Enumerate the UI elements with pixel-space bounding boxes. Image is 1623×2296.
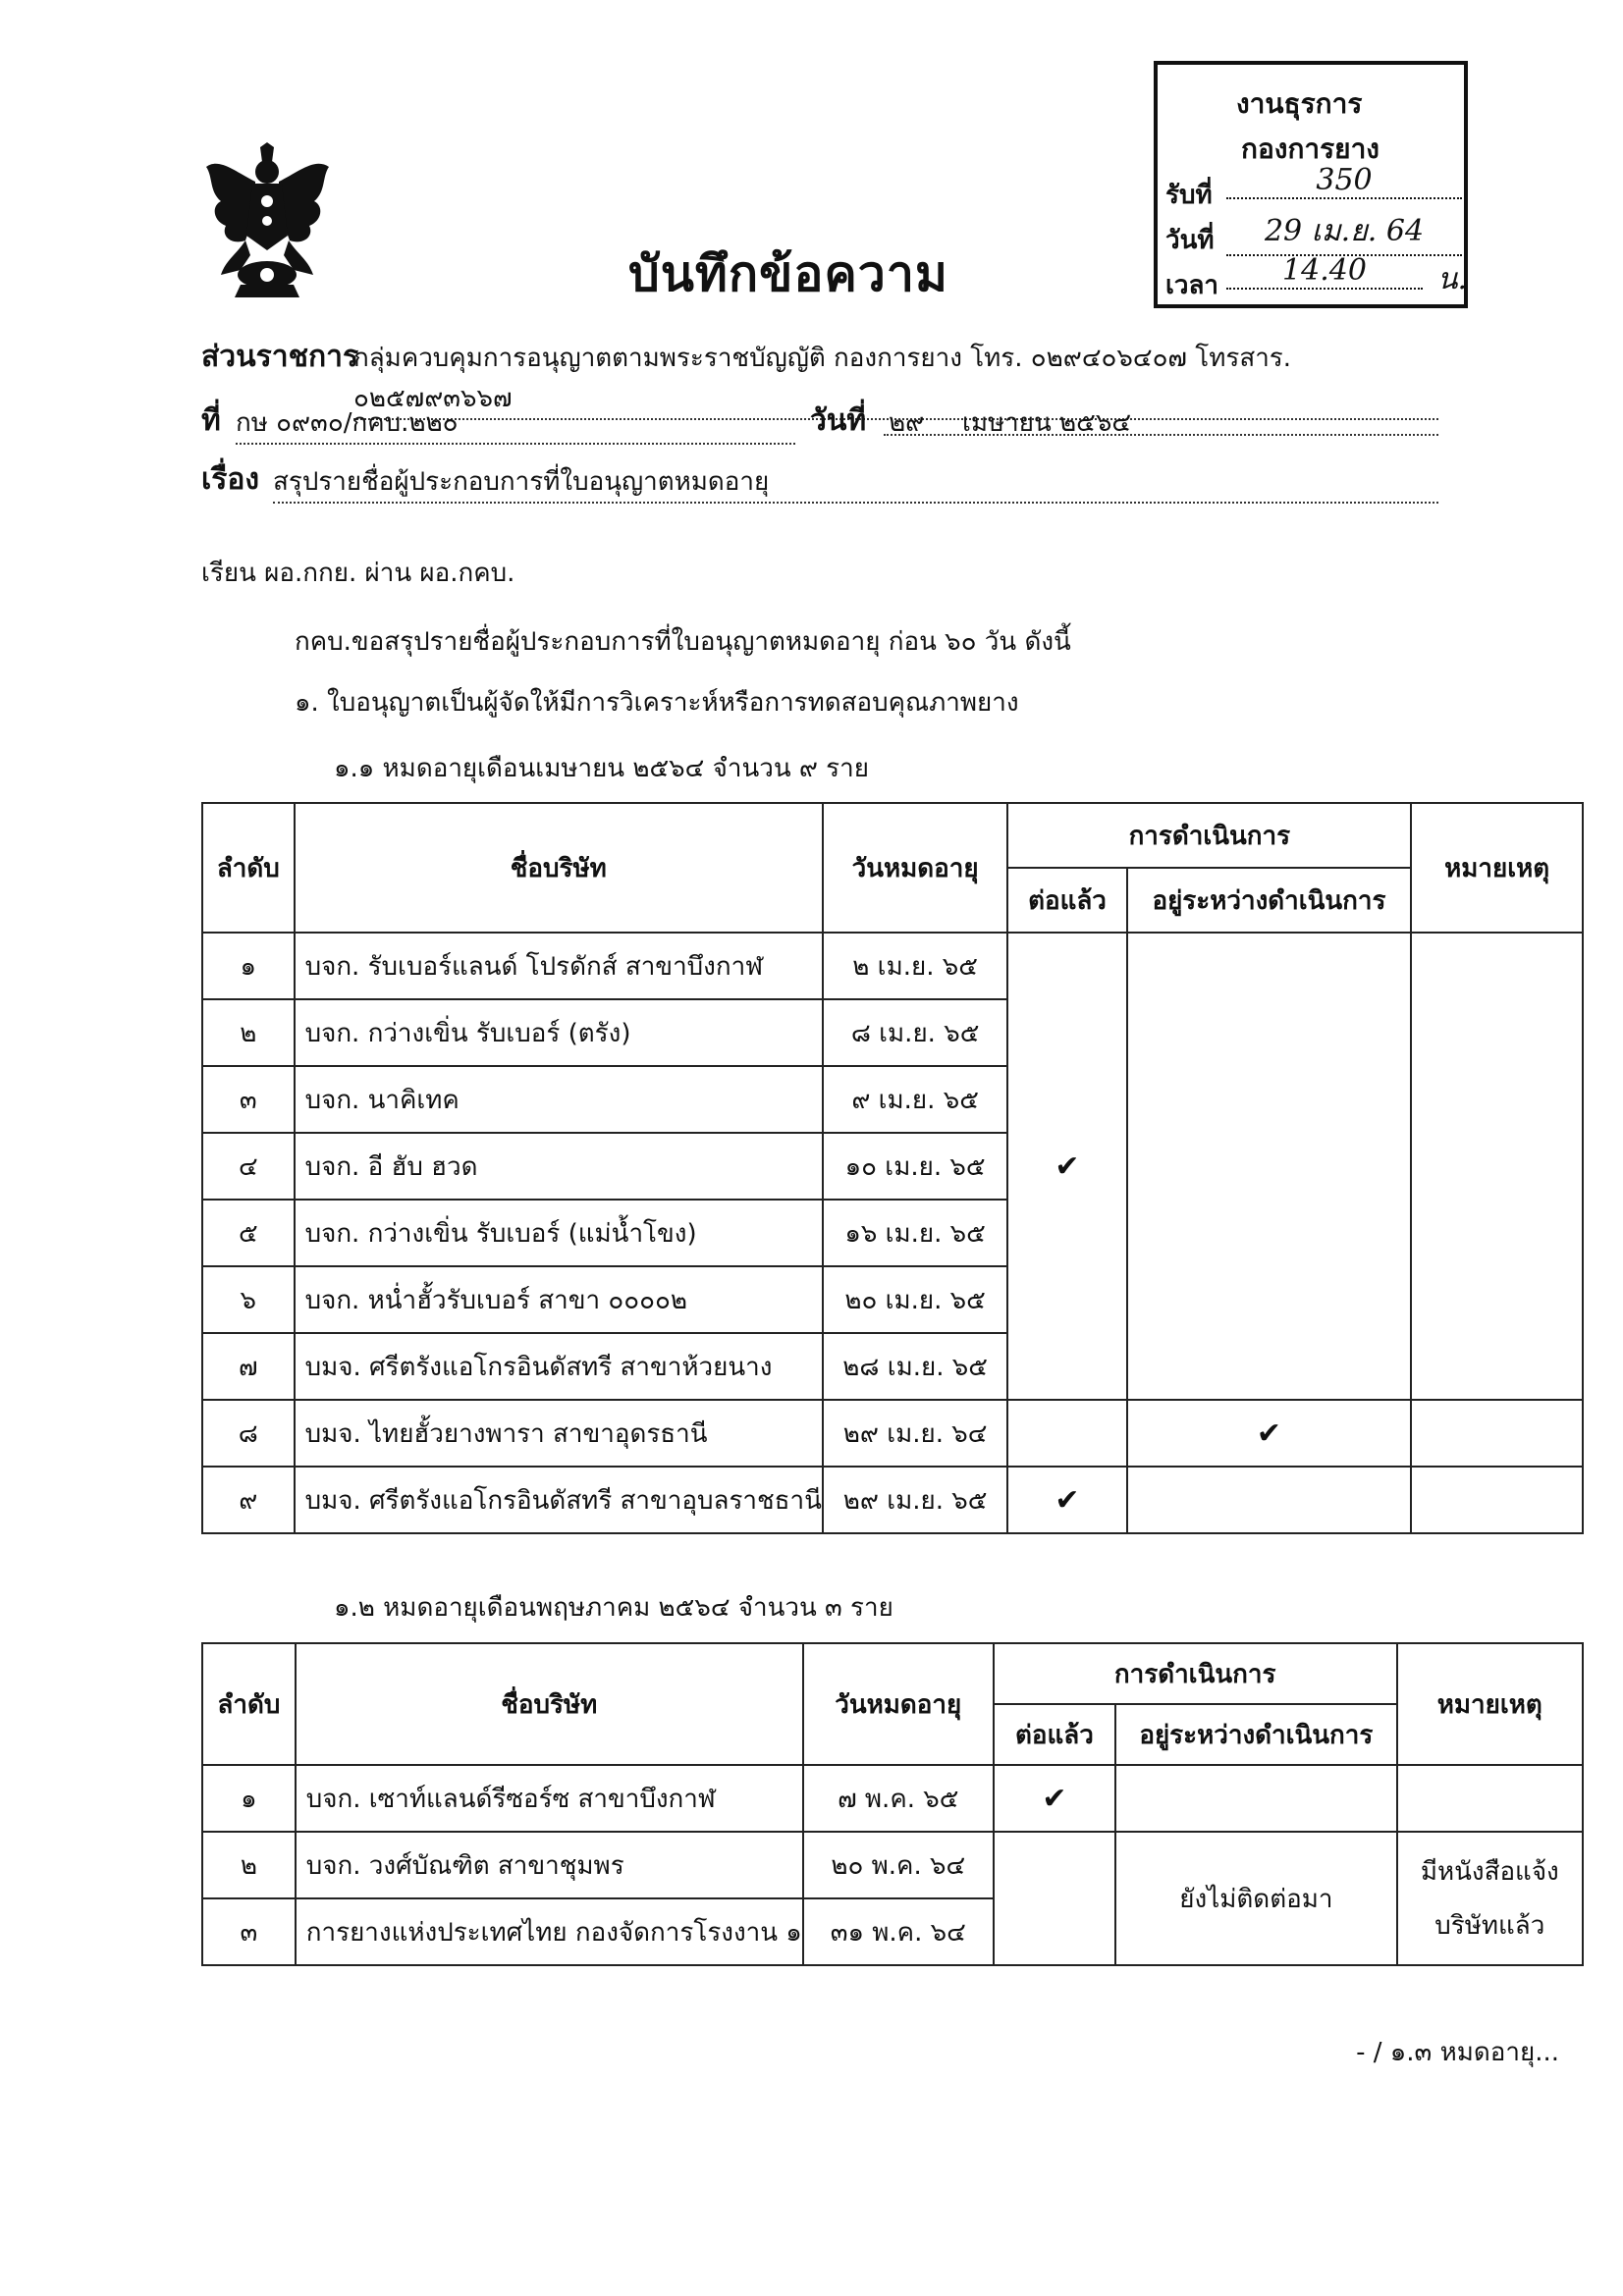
cell-renewed-group bbox=[994, 1832, 1115, 1965]
cell-company: บมจ. ไทยฮั้วยางพารา สาขาอุดรธานี bbox=[295, 1400, 823, 1467]
expiry-table-may bbox=[201, 1642, 1584, 1966]
ref-label: ที่ bbox=[201, 403, 221, 438]
date-label: วันที่ bbox=[810, 403, 867, 438]
check-mark-icon: ✔ bbox=[1042, 1781, 1067, 1816]
cell-remark bbox=[1411, 1467, 1583, 1533]
subsection-1-2-heading: ๑.๒ หมดอายุเดือนพฤษภาคม ๒๕๖๔ จำนวน ๓ ราย bbox=[334, 1593, 893, 1623]
col-header-renewed: ต่อแล้ว bbox=[1007, 868, 1126, 933]
dept-value: กลุ่มควบคุมการอนุญาตตามพระราชบัญญัติ กองการยาง โทร. ๐๒๙๔๐๖๔๐๗ โทรสาร. ๐๒๕๗๙๓๖๖๗ bbox=[353, 338, 1438, 420]
cell-renewed bbox=[1007, 1400, 1126, 1467]
cell-expiry: ๒๙ เม.ย. ๖๕ bbox=[823, 1467, 1007, 1533]
cell-company: การยางแห่งประเทศไทย กองจัดการโรงงาน ๑ bbox=[296, 1898, 803, 1965]
cell-expiry: ๒๙ เม.ย. ๖๔ bbox=[823, 1400, 1007, 1467]
cell-in-progress-group bbox=[1127, 933, 1412, 1400]
table-row bbox=[202, 1765, 1583, 1832]
cell-in-progress bbox=[1127, 1400, 1412, 1467]
cell-not-contacted: ยังไม่ติดต่อมา bbox=[1115, 1832, 1396, 1965]
col-header-remark: หมายเหตุ bbox=[1397, 1643, 1583, 1765]
section-1-heading: ๑. ใบอนุญาตเป็นผู้จัดให้มีการวิเคราะห์หรือการทดสอบคุณภาพยาง bbox=[295, 688, 1019, 718]
stamp-time-suffix: น. bbox=[1437, 262, 1468, 296]
cell-expiry: ๗ พ.ค. ๖๕ bbox=[803, 1765, 994, 1832]
cell-expiry: ๒ เม.ย. ๖๕ bbox=[823, 933, 1007, 999]
stamp-time-value: 14.40 bbox=[1226, 253, 1423, 290]
cell-expiry: ๙ เม.ย. ๖๕ bbox=[823, 1066, 1007, 1133]
col-header-expiry: วันหมดอายุ bbox=[803, 1643, 994, 1765]
cell-company: บจก. รับเบอร์แลนด์ โปรดักส์ สาขาบึงกาฬ bbox=[295, 933, 823, 999]
cell-no: ๓ bbox=[202, 1898, 296, 1965]
stamp-office-name: งานธุรการ bbox=[1236, 87, 1363, 120]
cell-no: ๒ bbox=[202, 1832, 296, 1898]
table-row bbox=[202, 933, 1583, 999]
cell-no: ๘ bbox=[202, 1400, 295, 1467]
col-header-no: ลำดับ bbox=[202, 1643, 296, 1765]
cell-no: ๑ bbox=[202, 933, 295, 999]
cell-remark-notified bbox=[1397, 1832, 1583, 1965]
cell-renewed bbox=[1007, 1467, 1126, 1533]
stamp-recv-label: รับที่ bbox=[1165, 181, 1213, 210]
cell-no: ๔ bbox=[202, 1133, 295, 1200]
col-header-in-progress: อยู่ระหว่างดำเนินการ bbox=[1127, 868, 1412, 933]
subsection-1-1-heading: ๑.๑ หมดอายุเดือนเมษายน ๒๕๖๔ จำนวน ๙ ราย bbox=[334, 754, 869, 783]
cell-expiry: ๒๐ เม.ย. ๖๕ bbox=[823, 1266, 1007, 1333]
cell-no: ๖ bbox=[202, 1266, 295, 1333]
cell-remark bbox=[1397, 1765, 1583, 1832]
cell-company: บมจ. ศรีตรังแอโกรอินดัสทรี สาขาอุบลราชธานี bbox=[295, 1467, 823, 1533]
dept-label: ส่วนราชการ bbox=[201, 340, 359, 374]
garuda-emblem-icon bbox=[201, 142, 334, 299]
cell-remark-group bbox=[1411, 933, 1583, 1400]
cell-no: ๑ bbox=[202, 1765, 296, 1832]
col-header-expiry: วันหมดอายุ bbox=[823, 803, 1007, 933]
intro-paragraph: กคบ.ขอสรุปรายชื่อผู้ประกอบการที่ใบอนุญาตหมดอายุ ก่อน ๖๐ วัน ดังนี้ bbox=[295, 627, 1071, 657]
cell-company: บจก. วงศ์บัณฑิต สาขาชุมพร bbox=[296, 1832, 803, 1898]
col-header-no: ลำดับ bbox=[202, 803, 295, 933]
table-row bbox=[202, 1467, 1583, 1533]
cell-company: บจก. อี ฮับ ฮวด bbox=[295, 1133, 823, 1200]
cell-expiry: ๒๘ เม.ย. ๖๕ bbox=[823, 1333, 1007, 1400]
cell-no: ๒ bbox=[202, 999, 295, 1066]
check-mark-icon: ✔ bbox=[1055, 1148, 1080, 1184]
continued-footer: - / ๑.๓ หมดอายุ... bbox=[1356, 2038, 1559, 2067]
date-line bbox=[884, 402, 1438, 436]
cell-expiry: ๓๑ พ.ค. ๖๔ bbox=[803, 1898, 994, 1965]
remark-line-1: มีหนังสือแจ้ง bbox=[1420, 1857, 1559, 1887]
subject-label: เรื่อง bbox=[201, 462, 260, 497]
receipt-stamp bbox=[1154, 61, 1468, 308]
cell-no: ๓ bbox=[202, 1066, 295, 1133]
stamp-date-value: 29 เม.ย. 64 bbox=[1226, 208, 1462, 256]
cell-expiry: ๒๐ พ.ค. ๖๔ bbox=[803, 1832, 994, 1898]
table-row bbox=[202, 1400, 1583, 1467]
ref-value: กษ ๐๙๓๐/กคบ.๒๒๐ bbox=[236, 402, 795, 445]
cell-expiry: ๑๐ เม.ย. ๖๕ bbox=[823, 1133, 1007, 1200]
col-header-company: ชื่อบริษัท bbox=[296, 1643, 803, 1765]
stamp-date-label: วันที่ bbox=[1165, 226, 1215, 255]
salutation: เรียน ผอ.กกย. ผ่าน ผอ.กคบ. bbox=[201, 559, 515, 588]
col-header-company: ชื่อบริษัท bbox=[295, 803, 823, 933]
col-header-in-progress: อยู่ระหว่างดำเนินการ bbox=[1115, 1704, 1396, 1765]
cell-company: บจก. เซาท์แลนด์รีซอร์ซ สาขาบึงกาฬ bbox=[296, 1765, 803, 1832]
col-header-action: การดำเนินการ bbox=[994, 1643, 1397, 1704]
check-mark-icon: ✔ bbox=[1055, 1482, 1080, 1518]
stamp-recv-number: 350 bbox=[1226, 163, 1462, 199]
cell-company: บจก. กว่างเขิ่น รับเบอร์ (แม่น้ำโขง) bbox=[295, 1200, 823, 1266]
cell-in-progress bbox=[1127, 1467, 1412, 1533]
table-row bbox=[202, 1832, 1583, 1898]
document-title: บันทึกข้อความ bbox=[628, 245, 948, 302]
cell-company: บจก. หน่ำฮั้วรับเบอร์ สาขา ๐๐๐๐๒ bbox=[295, 1266, 823, 1333]
check-mark-icon: ✔ bbox=[1256, 1415, 1282, 1451]
date-day: ๒๙ bbox=[889, 408, 925, 438]
remark-line-2: บริษัทแล้ว bbox=[1434, 1911, 1545, 1941]
stamp-division-name: กองการยาง bbox=[1241, 133, 1380, 165]
cell-company: บมจ. ศรีตรังแอโกรอินดัสทรี สาขาห้วยนาง bbox=[295, 1333, 823, 1400]
subject-value: สรุปรายชื่อผู้ประกอบการที่ใบอนุญาตหมดอายุ bbox=[273, 461, 1438, 504]
cell-renewed bbox=[994, 1765, 1115, 1832]
cell-no: ๗ bbox=[202, 1333, 295, 1400]
cell-renewed-group bbox=[1007, 933, 1126, 1400]
col-header-renewed: ต่อแล้ว bbox=[994, 1704, 1115, 1765]
cell-company: บจก. กว่างเขิ่น รับเบอร์ (ตรัง) bbox=[295, 999, 823, 1066]
expiry-table-april bbox=[201, 802, 1584, 1534]
col-header-remark: หมายเหตุ bbox=[1411, 803, 1583, 933]
cell-expiry: ๘ เม.ย. ๖๕ bbox=[823, 999, 1007, 1066]
cell-company: บจก. นาคิเทค bbox=[295, 1066, 823, 1133]
cell-no: ๕ bbox=[202, 1200, 295, 1266]
stamp-time-label: เวลา bbox=[1165, 271, 1219, 300]
cell-no: ๙ bbox=[202, 1467, 295, 1533]
col-header-action: การดำเนินการ bbox=[1007, 803, 1411, 868]
cell-in-progress bbox=[1115, 1765, 1396, 1832]
cell-expiry: ๑๖ เม.ย. ๖๕ bbox=[823, 1200, 1007, 1266]
cell-remark bbox=[1411, 1400, 1583, 1467]
date-month-year: เมษายน ๒๕๖๔ bbox=[962, 408, 1132, 438]
